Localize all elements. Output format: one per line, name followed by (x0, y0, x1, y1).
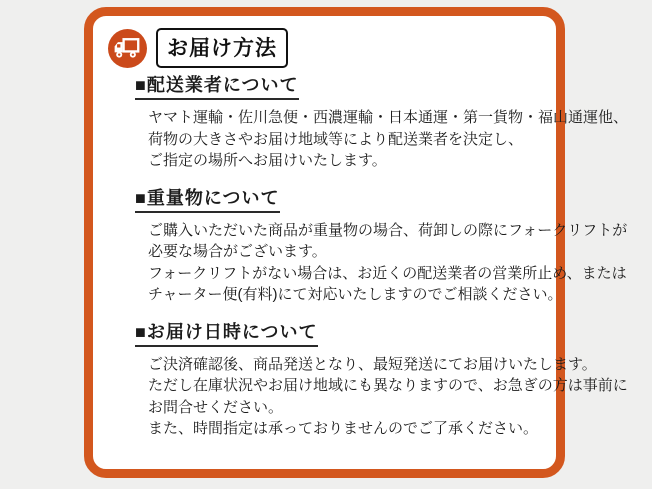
section-carriers (108, 74, 629, 172)
section-body-heavy-items (148, 220, 628, 306)
section-heavy-items (108, 187, 628, 306)
text-line: また、時間指定は承っておりませんのでご了承ください。 (148, 420, 539, 437)
panel-header (108, 28, 542, 68)
text-line: ただし在庫状況やお届け地域にも異なりますので、お急ぎの方は事前に (148, 377, 628, 394)
text-line: 必要な場合がございます。 (148, 243, 327, 260)
text-line: フォークリフトがない場合は、お近くの配送業者の営業所止め、または (148, 264, 627, 282)
section-heading-carriers: ■配送業者について (135, 74, 299, 100)
text-line: ヤマト運輸・佐川急便・西濃運輸・日本通運・第一貨物・福山通運他、 (148, 109, 629, 126)
text-line: ご指定の場所へお届けいたします。 (148, 152, 387, 169)
panel-title: お届け方法 (156, 28, 288, 68)
section-body-carriers (148, 107, 629, 172)
text-line: 荷物の大きさやお届け地域等により配送業者を決定し、 (148, 130, 524, 148)
section-heading-heavy-items: ■重量物について (135, 187, 280, 213)
delivery-info-panel (84, 7, 629, 478)
text-line: ご決済確認後、商品発送となり、最短発送にてお届けいたします。 (148, 355, 597, 373)
truck-icon (108, 29, 147, 68)
text-line: チャーター便(有料)にて対応いたしますのでご相談ください。 (148, 286, 563, 303)
section-heading-delivery-datetime: ■お届け日時について (135, 321, 318, 347)
text-line: お問合せください。 (148, 398, 284, 416)
section-delivery-datetime (108, 321, 628, 440)
text-line: ご購入いただいた商品が重量物の場合、荷卸しの際にフォークリフトが (148, 221, 628, 239)
section-body-delivery-datetime (148, 354, 628, 440)
